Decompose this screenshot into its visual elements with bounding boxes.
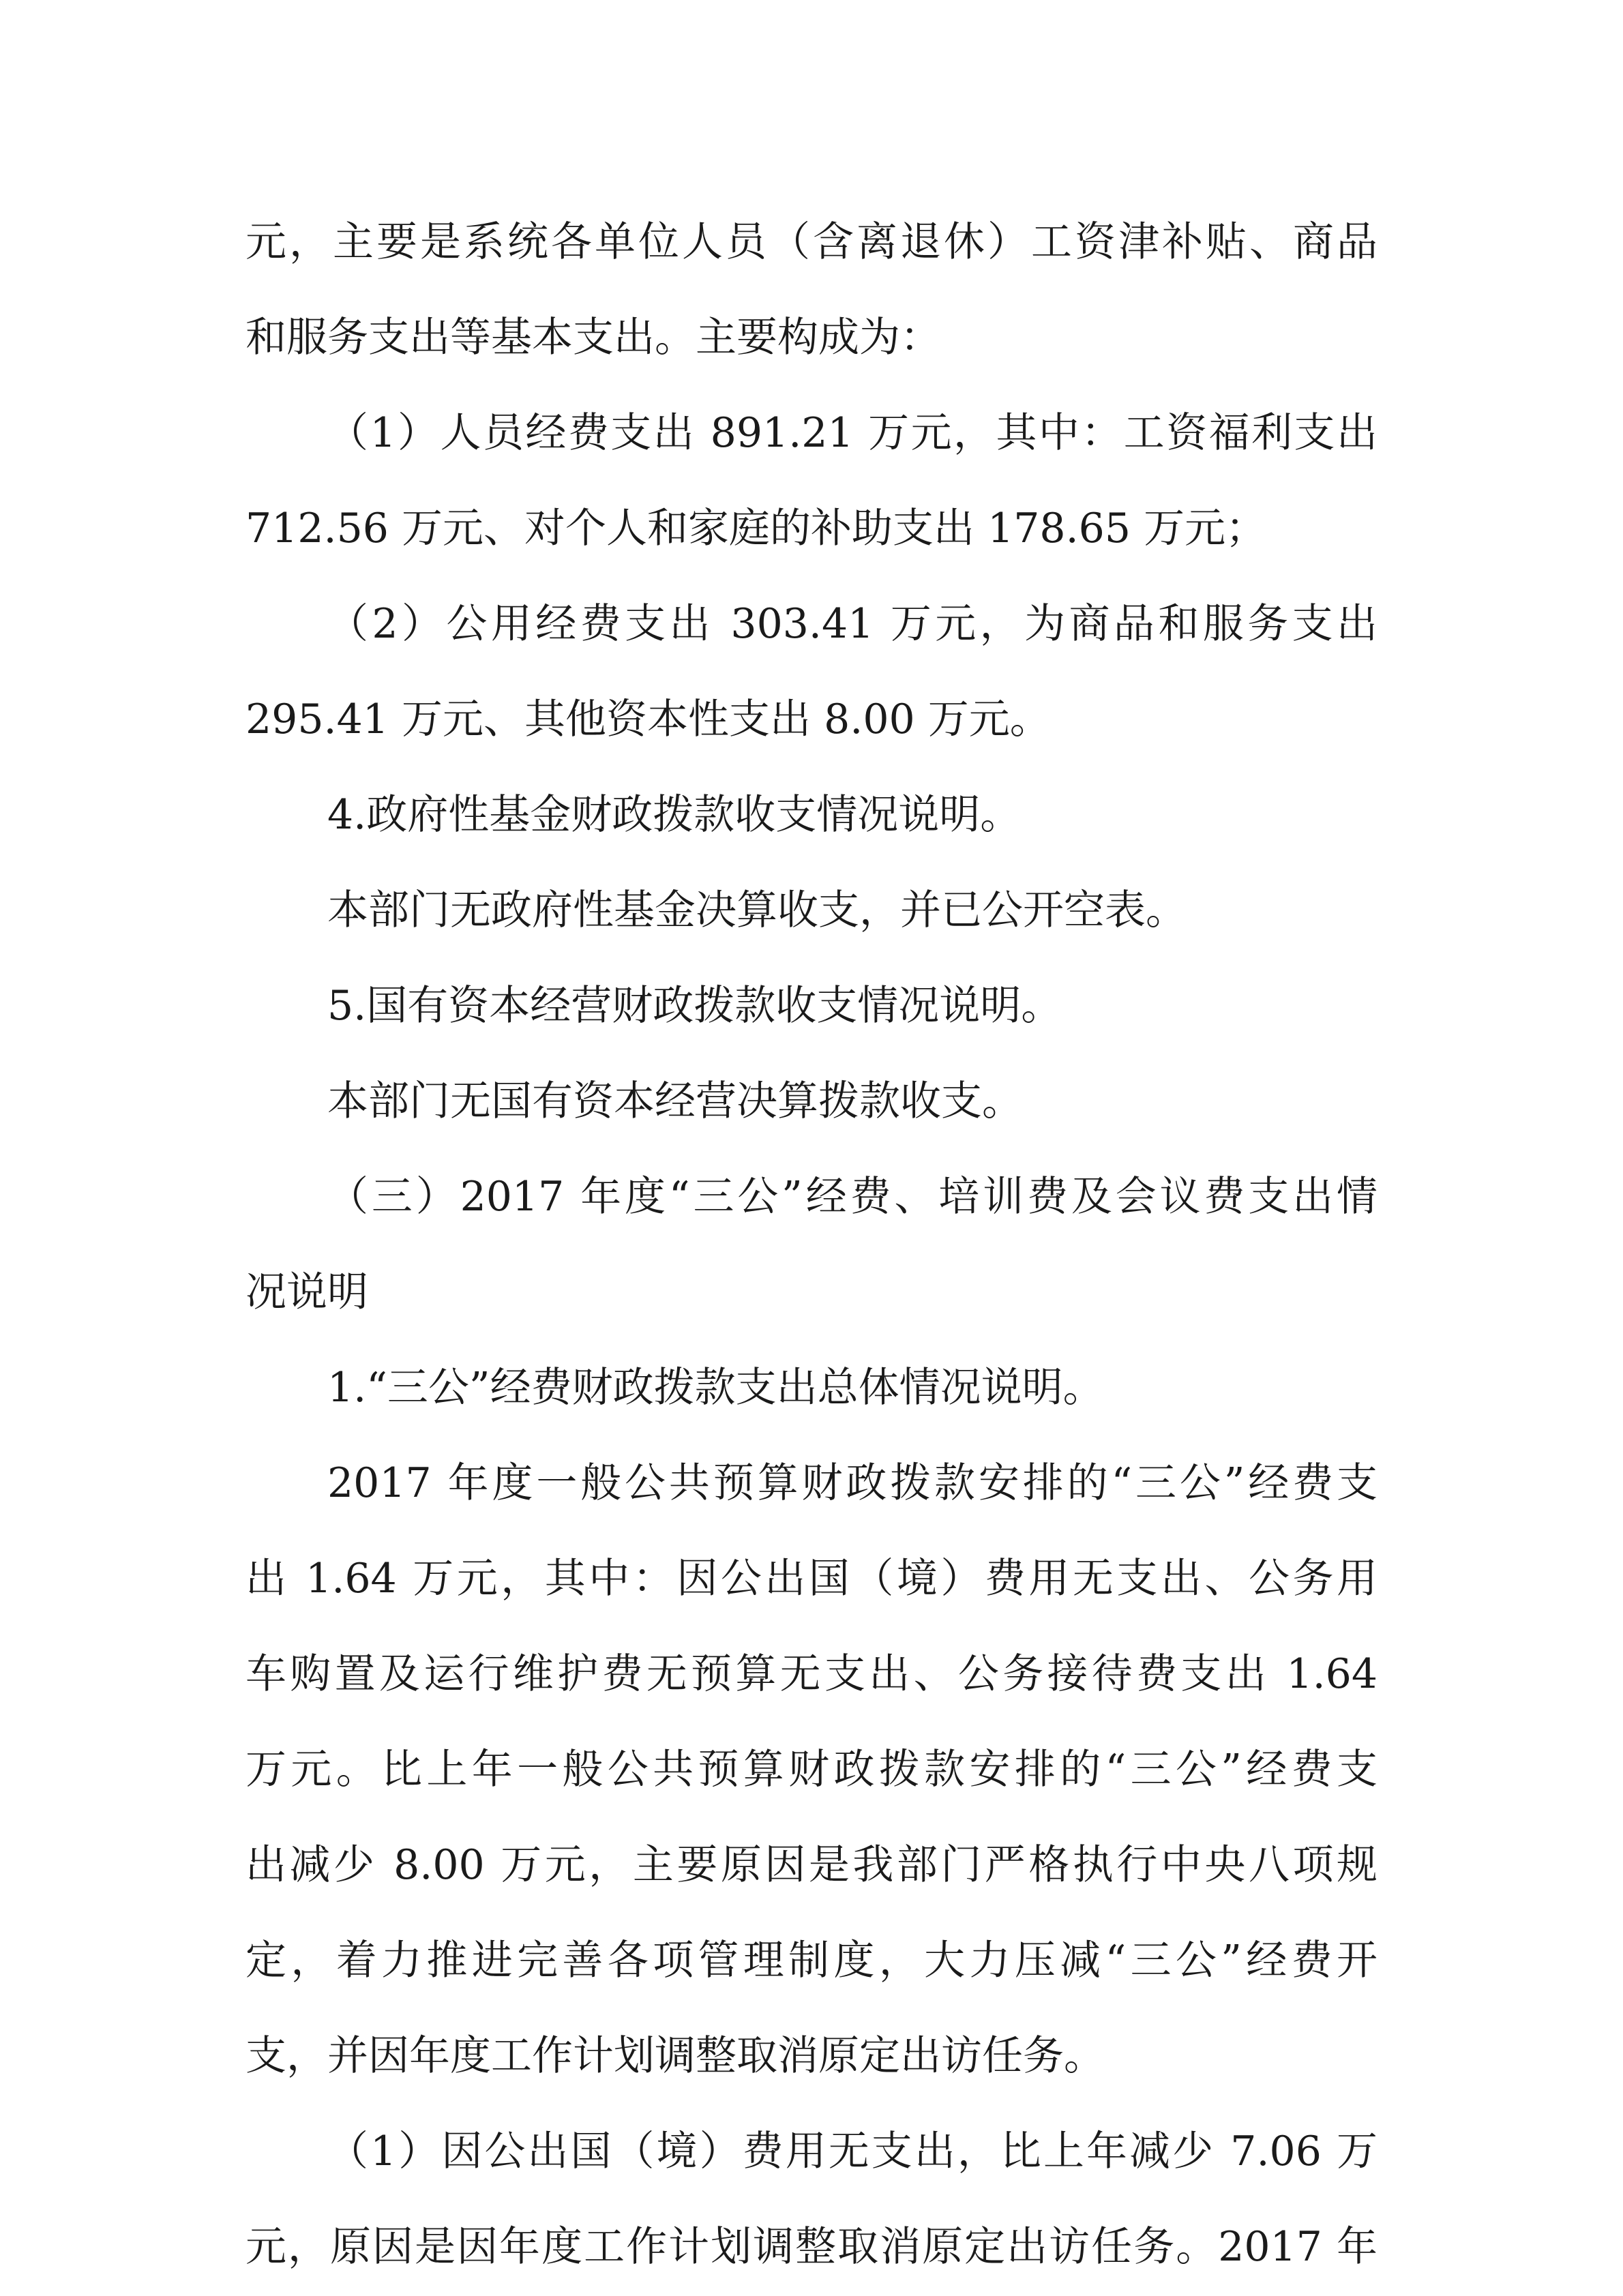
body-text-line: 元，主要是系统各单位人员（含离退休）工资津补贴、商品 — [245, 218, 1378, 266]
body-text-line: 2017 年度一般公共预算财政拨款安排的“三公”经费支 — [327, 1459, 1378, 1507]
list-item-public-expense: （2）公用经费支出 303.41 万元，为商品和服务支出 — [327, 600, 1378, 648]
body-text-line: 车购置及运行维护费无预算无支出、公务接待费支出 1.64 — [245, 1650, 1378, 1698]
body-text-line: 出减少 8.00 万元，主要原因是我部门严格执行中央八项规 — [245, 1841, 1378, 1889]
body-text-line: 定，着力推进完善各项管理制度，大力压减“三公”经费开 — [245, 1937, 1378, 1984]
body-text-line: 出 1.64 万元，其中：因公出国（境）费用无支出、公务用 — [245, 1555, 1378, 1602]
body-text-line: 和服务支出等基本支出。主要构成为： — [245, 314, 941, 361]
section-heading-government-fund: 4.政府性基金财政拨款收支情况说明。 — [327, 791, 1022, 839]
list-item-personnel-expense: （1）人员经费支出 891.21 万元，其中：工资福利支出 — [327, 409, 1378, 457]
section-heading-state-capital: 5.国有资本经营财政拨款收支情况说明。 — [327, 982, 1062, 1030]
body-text-line: 万元。比上年一般公共预算财政拨款安排的“三公”经费支 — [245, 1746, 1378, 1793]
body-text-line: 元，原因是因年度工作计划调整取消原定出访任务。2017 年 — [245, 2223, 1378, 2271]
body-text-line: 712.56 万元、对个人和家庭的补助支出 178.65 万元； — [245, 505, 1267, 552]
body-text-line: 支，并因年度工作计划调整取消原定出访任务。 — [245, 2032, 1105, 2080]
section-heading-continuation: 况说明 — [245, 1268, 368, 1316]
body-text-line: 295.41 万元、其他资本性支出 8.00 万元。 — [245, 696, 1051, 743]
list-item-overseas-travel: （1）因公出国（境）费用无支出，比上年减少 7.06 万 — [327, 2128, 1378, 2175]
body-text-line: 本部门无国有资本经营决算拨款收支。 — [327, 1077, 1023, 1125]
section-heading-three-public-expenses: （三）2017 年度“三公”经费、培训费及会议费支出情 — [327, 1173, 1378, 1221]
body-text-line: 本部门无政府性基金决算收支，并已公开空表。 — [327, 886, 1187, 934]
subsection-heading-overview: 1.“三公”经费财政拨款支出总体情况说明。 — [327, 1364, 1104, 1412]
